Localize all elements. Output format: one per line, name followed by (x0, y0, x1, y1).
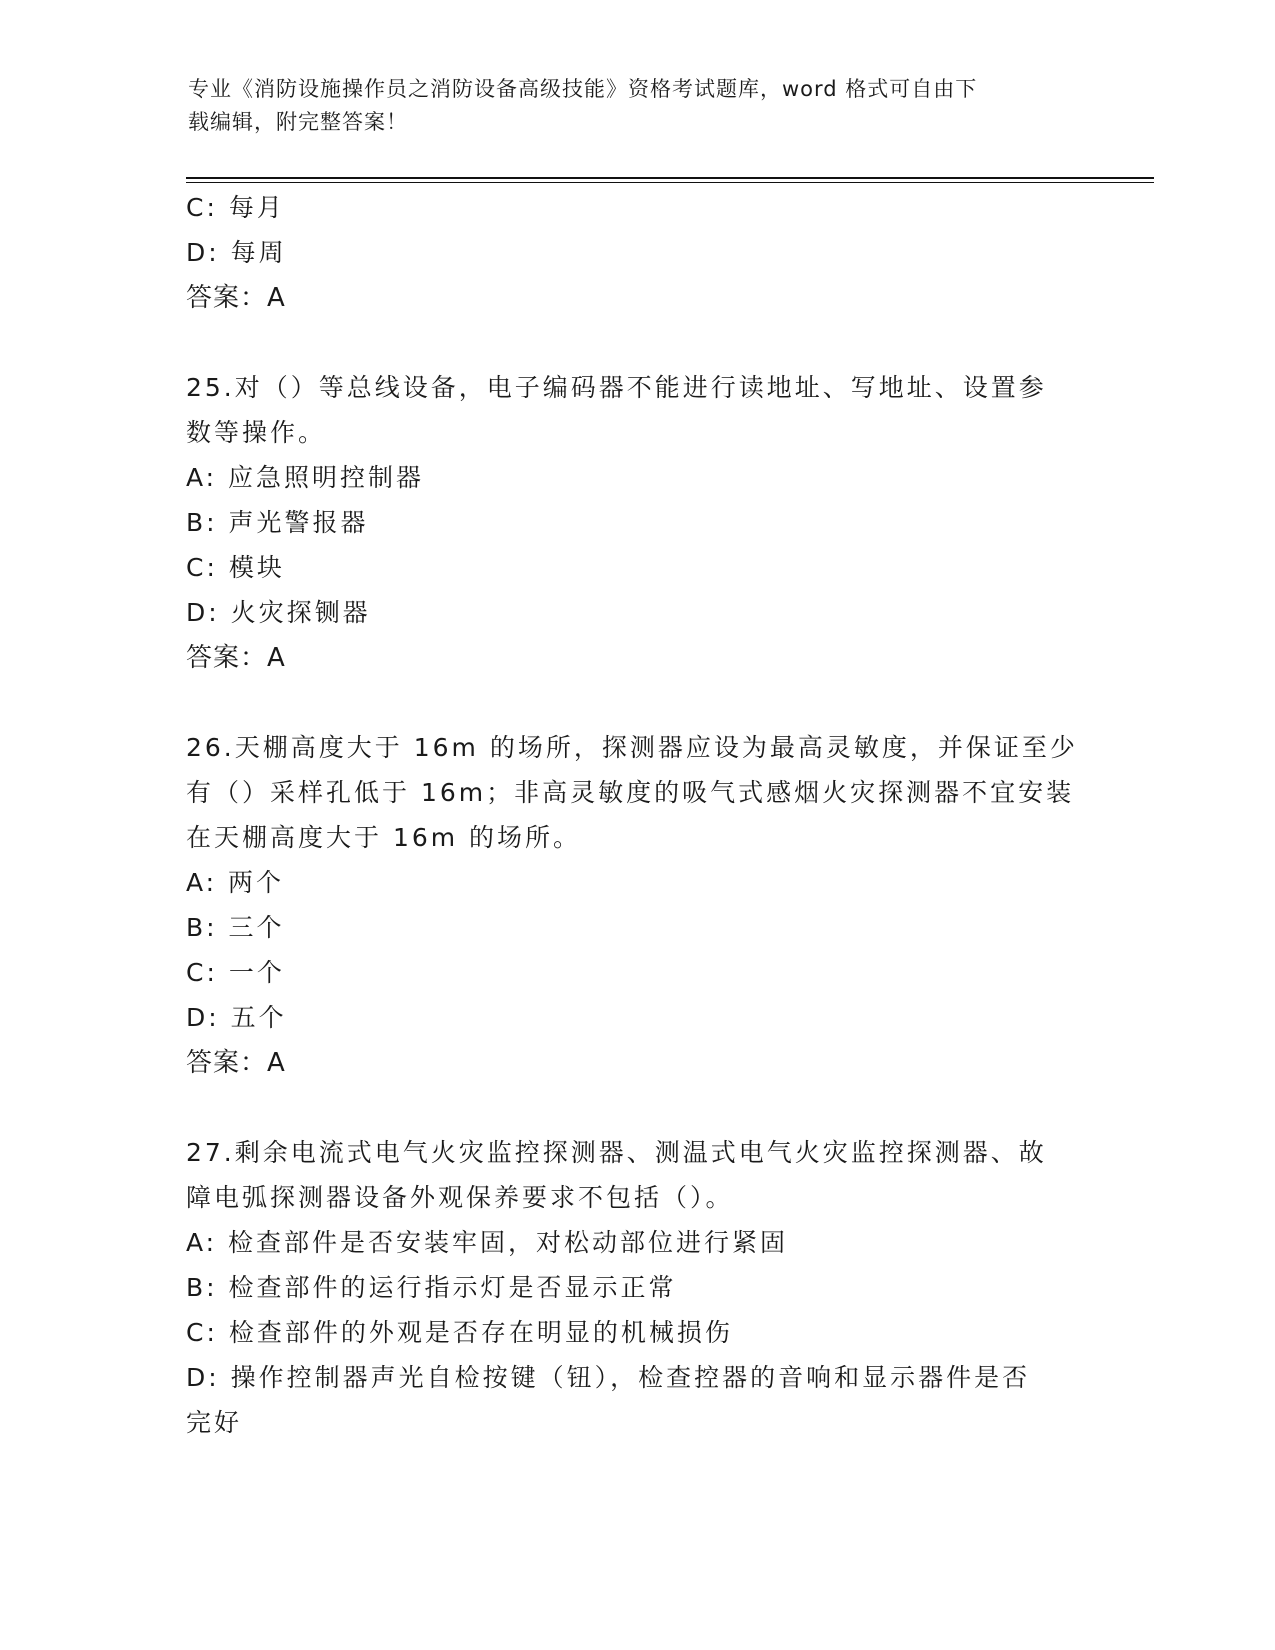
q26-stem-line-1: 26.天棚高度大于 16m 的场所，探测器应设为最高灵敏度，并保证至少 (186, 733, 1078, 762)
q25-option-c: C: 模块 (186, 553, 285, 582)
q25-option-d: D: 火灾探铡器 (186, 598, 371, 627)
q24-option-d: D: 每周 (186, 238, 287, 267)
header-rule-thin (186, 182, 1154, 183)
q25-stem-line-1: 25.对（）等总线设备，电子编码器不能进行读地址、写地址、设置参 (186, 373, 1047, 402)
q25-stem-line-2: 数等操作。 (186, 418, 327, 447)
q27-option-b: B: 检查部件的运行指示灯是否显示正常 (186, 1273, 677, 1302)
q27-option-c: C: 检查部件的外观是否存在明显的机械损伤 (186, 1318, 733, 1347)
q26-answer: 答案：A (186, 1048, 286, 1078)
q26-option-a: A: 两个 (186, 868, 285, 897)
q27-stem-line-2: 障电弧探测器设备外观保养要求不包括（）。 (186, 1183, 734, 1212)
header-line-2: 载编辑，附完整答案！ (188, 110, 408, 134)
header-rule-thick (186, 177, 1154, 179)
q27-option-d-line-2: 完好 (186, 1408, 243, 1437)
q25-option-b: B: 声光警报器 (186, 508, 369, 537)
header-line-1: 专业《消防设施操作员之消防设备高级技能》资格考试题库，word 格式可自由下 (188, 77, 978, 101)
q26-option-b: B: 三个 (186, 913, 285, 942)
q27-stem-line-1: 27.剩余电流式电气火灾监控探测器、测温式电气火灾监控探测器、故 (186, 1138, 1047, 1167)
q27-option-a: A: 检查部件是否安装牢固，对松动部位进行紧固 (186, 1228, 789, 1257)
document-header (188, 73, 1068, 139)
q26-stem-line-2: 有（）采样孔低于 16m；非高灵敏度的吸气式感烟火灾探测器不宜安装 (186, 778, 1075, 807)
q25-option-a: A: 应急照明控制器 (186, 463, 425, 492)
q26-stem-line-3: 在天棚高度大于 16m 的场所。 (186, 823, 582, 852)
q24-answer: 答案：A (186, 283, 286, 313)
q25-answer: 答案：A (186, 643, 286, 673)
q24-option-c: C: 每月 (186, 193, 285, 222)
q26-option-d: D: 五个 (186, 1003, 287, 1032)
q27-option-d-line-1: D: 操作控制器声光自检按键（钮），检查控器的音响和显示器件是否 (186, 1363, 1031, 1392)
q26-option-c: C: 一个 (186, 958, 285, 987)
